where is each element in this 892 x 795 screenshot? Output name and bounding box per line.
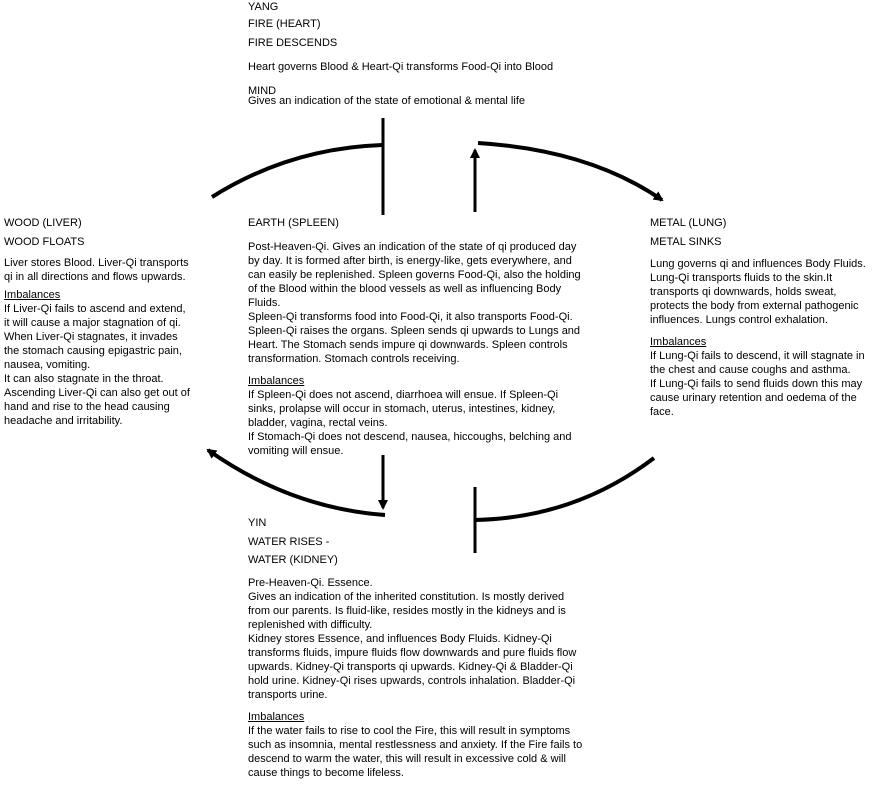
fire-descends-label: FIRE DESCENDS — [248, 37, 338, 49]
metal-sinks-label: METAL SINKS — [650, 236, 722, 248]
water-section — [248, 516, 628, 780]
earth-section — [248, 216, 628, 458]
water-kidney-title: WATER (KIDNEY) — [248, 554, 338, 566]
mind-title: MIND — [248, 85, 277, 97]
metal-to-water-arc — [475, 458, 654, 520]
earth-description: Post-Heaven-Qi. Gives an indication of the state of qi produced day by day. It is formed after birth, is energy-like, gets everywhere, and can easily be replenished. Spleen governs Food-Qi, also the holding of the Blood within the blood vessels as well as influencing Body Fluids. Spleen-Qi transforms food into Food-Qi, it also transports Food-Qi. Spleen-Qi raises the organs. Spleen sends qi upwards to Lungs and Heart. The Stomach sends impure qi downwards. Spleen controls transformation. Stomach controls receiving. — [248, 241, 581, 365]
metal-description: Lung governs qi and influences Body Fluids. Lung-Qi transports fluids to the skin.It transports qi downwards, holds sweat, protects the body from external pathogenic influences. Lungs control exhalation. — [650, 258, 866, 326]
water-imbalances-title: Imbalances — [248, 711, 305, 723]
wood-section — [4, 216, 219, 428]
earth-imbalances-title: Imbalances — [248, 375, 305, 387]
wood-imbalances-title: Imbalances — [4, 289, 61, 301]
metal-imbalances-title: Imbalances — [650, 336, 707, 348]
earth-imbalances-text: If Spleen-Qi does not ascend, diarrhoea will ensue. If Spleen-Qi sinks, prolapse will occur in stomach, uterus, intestines, kidney, bladder, vagina, rectal veins. If Stomach-Qi does not descend, nausea, hiccoughs, belching and vomiting will ensue. — [248, 389, 572, 457]
water-imbalances-text: If the water fails to rise to cool the Fire, this will result in symptoms such as insomnia, mental restlessness and anxiety. If the Fire fails to descend to warm the water, this will result in excessive cold & will cause things to become lifeless. — [248, 725, 583, 779]
wood-floats-label: WOOD FLOATS — [4, 236, 85, 248]
fire-heart-title: FIRE (HEART) — [248, 18, 321, 30]
wood-to-fire-arc — [212, 145, 383, 197]
metal-lung-title: METAL (LUNG) — [650, 217, 727, 229]
mind-description: Gives an indication of the state of emotional & mental life — [248, 95, 525, 107]
wood-description: Liver stores Blood. Liver-Qi transports qi in all directions and flows upwards. — [4, 257, 189, 283]
wood-imbalances-text: If Liver-Qi fails to ascend and extend, it will cause a major stagnation of qi. When Liver-Qi stagnates, it invades the stomach causing epigastric pain, nausea, vomiting. It can also stagnate in the throat. Ascending Liver-Qi can also get out of hand and rise to the head causing headache and irritability. — [4, 303, 190, 427]
earth-spleen-title: EARTH (SPLEEN) — [248, 217, 339, 229]
water-description: Pre-Heaven-Qi. Essence. Gives an indication of the inherited constitution. Is mostly derived from our parents. Is fluid-like, resides mostly in the kidneys and is replenished with difficulty. Kidney stores Essence, and influences Body Fluids. Kidney-Qi transforms fluids, impure fluids flow downwards and pure fluids flow upwards. Kidney-Qi transports qi upwards. Kidney-Qi & Bladder-Qi hold urine. Kidney-Qi rises upwards, controls inhalation. Bladder-Qi transports urine. — [248, 577, 577, 701]
water-to-wood-arrow — [208, 450, 385, 515]
fire-section — [248, 0, 668, 108]
yin-label: YIN — [248, 517, 267, 529]
metal-section — [650, 216, 890, 419]
fire-to-metal-arrow — [478, 143, 662, 200]
metal-imbalances-text: If Lung-Qi fails to descend, it will stagnate in the chest and cause coughs and asthma. If Lung-Qi fails to send fluids down this may cause urinary retention and oedema of the face. — [650, 350, 865, 418]
fire-description: Heart governs Blood & Heart-Qi transforms Food-Qi into Blood — [248, 61, 554, 73]
wood-liver-title: WOOD (LIVER) — [4, 217, 82, 229]
water-rises-label: WATER RISES - — [248, 536, 330, 548]
yang-label: YANG — [248, 1, 279, 13]
